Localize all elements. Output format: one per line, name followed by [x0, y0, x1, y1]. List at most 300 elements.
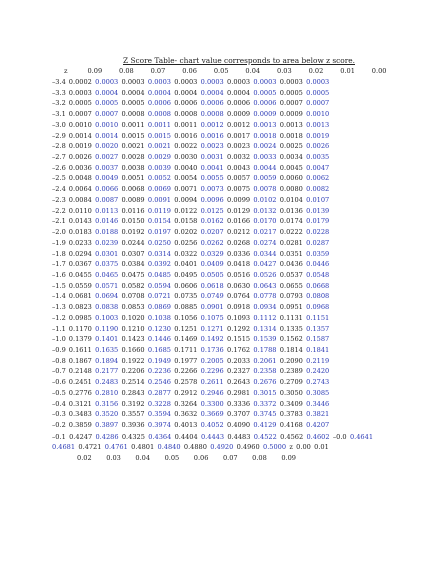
table-row: [52, 259, 412, 270]
row-z-value: –0.8: [52, 356, 66, 365]
table-cell: 0.0094: [174, 195, 198, 204]
table-cell: 0.0104: [279, 195, 303, 204]
table-cell: 0.1357: [306, 324, 330, 333]
table-cell: 0.4761: [104, 443, 128, 452]
table-row: [52, 206, 412, 217]
table-cell: 0.1814: [279, 345, 303, 354]
table-cell: 0.0107: [306, 195, 330, 204]
table-cell: 0.0026: [68, 153, 92, 162]
table-cell: 0.1841: [306, 345, 330, 354]
table-cell: 0.0051: [121, 174, 145, 183]
table-row: [52, 131, 412, 142]
table-cell: 0.0033: [253, 153, 277, 162]
table-cell: 0.4052: [200, 421, 224, 429]
table-row: [52, 141, 412, 152]
table-cell: 0.0096: [200, 195, 224, 204]
row-z-value: –1.6: [52, 270, 66, 279]
table-cell: 0.1587: [306, 335, 330, 344]
table-cell: 0.0004: [200, 88, 224, 97]
table-cell: 0.0838: [95, 303, 119, 312]
table-row: [52, 227, 412, 238]
table-cell: 0.4090: [227, 421, 251, 429]
table-cell: 0.0013: [306, 120, 330, 129]
table-cell: 0.1251: [174, 324, 198, 333]
table-cell: 0.0006: [200, 99, 224, 108]
table-cell: 0.0049: [95, 174, 119, 183]
table-cell: 0.0014: [68, 131, 92, 140]
table-cell: 0.4129: [253, 421, 277, 429]
table-cell: 0.3707: [227, 410, 251, 419]
table-cell: 0.0004: [174, 88, 198, 97]
row-z-value: –1.9: [52, 238, 66, 247]
row-z-value: –2.9: [52, 131, 66, 140]
table-cell: 0.2981: [227, 388, 251, 397]
row-z-value: –2.1: [52, 217, 66, 226]
table-cell: 0.0008: [174, 110, 198, 119]
table-cell: 0.0250: [147, 238, 171, 247]
table-cell: 0.2483: [95, 378, 119, 387]
table-cell: 0.0427: [253, 260, 277, 269]
table-cell: 0.0023: [227, 142, 251, 151]
table-cell: 0.0014: [95, 131, 119, 140]
table-cell: 0.4325: [121, 432, 145, 441]
table-cell: 0.0869: [147, 303, 171, 312]
table-cell: 0.0003: [95, 78, 119, 86]
table-cell: 0.0808: [306, 292, 330, 301]
table-cell: 0.0122: [174, 206, 198, 215]
table-cell: 0.1711: [174, 345, 198, 354]
table-cell: 0.0018: [279, 131, 303, 140]
table-cell: 0.0559: [68, 281, 92, 290]
wrapped-row-line-2: [52, 442, 412, 452]
table-cell: 0.4286: [95, 432, 119, 441]
table-cell: 0.0256: [174, 238, 198, 247]
table-cell: 0.0005: [253, 88, 277, 97]
table-cell: 0.0793: [279, 292, 303, 301]
column-header-value: 0.09: [87, 67, 103, 75]
table-cell: 0.0735: [174, 292, 198, 301]
table-cell: 0.0436: [279, 260, 303, 269]
table-cell: 0.0202: [174, 228, 198, 237]
table-cell: 0.0039: [147, 163, 171, 172]
table-cell: 0.1335: [279, 324, 303, 333]
table-cell: 0.2643: [227, 378, 251, 387]
table-cell: 0.0054: [174, 174, 198, 183]
table-cell: 0.0217: [253, 228, 277, 237]
table-cell: 0.2119: [306, 356, 330, 365]
table-cell: 0.3264: [174, 399, 198, 408]
table-row: [52, 120, 412, 131]
table-cell: 0.3974: [147, 421, 171, 429]
row-z-value: –3.0: [52, 120, 66, 129]
table-cell: 0.1736: [200, 345, 224, 354]
table-cell: 0.0901: [200, 303, 224, 312]
table-cell: 0.1271: [200, 324, 224, 333]
table-cell: 0.08: [252, 453, 267, 462]
table-cell: 0.2177: [95, 367, 119, 376]
table-cell: 0.2810: [95, 388, 119, 397]
table-cell: 0.3897: [95, 421, 119, 429]
table-cell: 0.0005: [279, 88, 303, 97]
table-cell: 0.3483: [68, 410, 92, 419]
table-cell: 0.1423: [121, 335, 145, 344]
table-cell: 0.4880: [183, 443, 207, 452]
table-cell: 0.1515: [227, 335, 251, 344]
table-row: [52, 313, 412, 324]
table-cell: 0.0027: [95, 153, 119, 162]
table-cell: 0.0166: [227, 217, 251, 226]
table-cell: 0.0212: [227, 228, 251, 237]
table-cell: 0.0007: [279, 99, 303, 108]
table-cell: 0.0329: [200, 249, 224, 258]
row-z-value: –3.2: [52, 99, 66, 108]
table-cell: 0.3050: [279, 388, 303, 397]
table-row: [52, 238, 412, 249]
table-cell: 0.0015: [121, 131, 145, 140]
table-cell: 0.3745: [253, 410, 277, 419]
column-header-value: 0.00: [371, 67, 387, 75]
table-cell: 0.1379: [68, 335, 92, 344]
column-header-value: 0.01: [340, 67, 355, 75]
wrapped-row-line-1: [52, 432, 412, 442]
table-cell: 0.3936: [121, 421, 145, 429]
table-cell: 0.2514: [121, 378, 145, 387]
table-row: [52, 152, 412, 163]
table-cell: 0.0091: [147, 195, 171, 204]
table-cell: 0.0003: [121, 78, 145, 86]
table-cell: 0.1977: [174, 356, 198, 365]
table-cell: 0.0132: [253, 206, 277, 215]
table-cell: 0.0024: [253, 142, 277, 151]
table-cell: 0.0030: [174, 153, 198, 162]
table-cell: 0.0681: [68, 292, 92, 301]
table-cell: 0.3520: [95, 410, 119, 419]
table-cell: 0.2061: [253, 356, 277, 365]
table-cell: 0.0516: [227, 270, 251, 279]
table-cell: 0.0110: [68, 206, 92, 215]
row-z-value: –1.7: [52, 260, 66, 269]
table-cell: 0.0010: [95, 120, 119, 129]
table-cell: 0.2148: [68, 367, 92, 376]
table-cell: 0.01: [314, 443, 329, 452]
table-cell: 0.0951: [279, 303, 303, 312]
table-cell: 0.0630: [227, 281, 251, 290]
table-cell: 0.0060: [279, 174, 303, 183]
table-cell: 0.0016: [174, 131, 198, 140]
table-cell: 0.0179: [306, 217, 330, 226]
table-cell: 0.2611: [200, 378, 224, 387]
z-table-body: [52, 77, 412, 431]
table-cell: 0.4602: [306, 432, 330, 441]
table-cell: 0.0015: [147, 131, 171, 140]
table-cell: 0.1056: [174, 313, 198, 322]
table-cell: 0.3300: [200, 399, 224, 408]
table-cell: 0.1401: [95, 335, 119, 344]
table-cell: 0.0028: [121, 153, 145, 162]
table-cell: 0.0409: [200, 260, 224, 269]
table-cell: 0.4641: [349, 432, 374, 441]
column-header-value: 0.06: [182, 67, 197, 75]
row-z-value: –2.3: [52, 195, 66, 204]
table-cell: 0.0006: [147, 99, 171, 108]
table-cell: 0.3632: [174, 410, 198, 419]
table-row: [52, 409, 412, 420]
table-cell: 0.0655: [279, 281, 303, 290]
table-cell: 0.1611: [68, 345, 92, 354]
row-z-value: –2.2: [52, 206, 66, 215]
table-cell: 0.0274: [253, 238, 277, 247]
table-cell: 0.0003: [306, 78, 330, 86]
table-cell: 0.0016: [200, 131, 224, 140]
table-cell: 0.2912: [174, 388, 198, 397]
table-cell: 0.0009: [253, 110, 277, 119]
table-cell: 0.0022: [174, 142, 198, 151]
table-cell: 0.4364: [148, 432, 172, 441]
table-cell: 0.1685: [147, 345, 171, 354]
table-cell: 0.0314: [147, 249, 171, 258]
table-cell: 0.0059: [253, 174, 277, 183]
table-cell: 0.0012: [200, 120, 224, 129]
table-cell: 0.0008: [200, 110, 224, 119]
table-cell: 0.4801: [131, 443, 155, 452]
table-cell: 0.0384: [121, 260, 145, 269]
table-cell: 0.2709: [279, 378, 303, 387]
row-z-value: –1.1: [52, 324, 66, 333]
table-cell: 0.0003: [227, 78, 251, 86]
row-z-value: –1.0: [52, 335, 66, 344]
table-cell: 0.0013: [253, 120, 277, 129]
table-row: [52, 88, 412, 99]
table-cell: 0.2206: [121, 367, 145, 376]
table-cell: 0.0934: [253, 303, 277, 312]
row-z-value: –0.7: [52, 367, 66, 376]
column-header-value: 0.08: [119, 67, 134, 75]
z-score-document: [52, 55, 412, 463]
table-cell: 0.0823: [68, 303, 92, 312]
table-cell: 0.0037: [95, 163, 119, 172]
table-cell: 0.2420: [306, 367, 330, 376]
table-cell: 0.0475: [121, 270, 145, 279]
table-cell: 0.1446: [147, 335, 171, 344]
table-cell: 0.0244: [121, 238, 145, 247]
table-cell: 0.4562: [280, 432, 304, 441]
table-cell: 0.0548: [306, 270, 330, 279]
table-row: [52, 291, 412, 302]
table-cell: 0.1788: [253, 345, 277, 354]
table-row: [52, 98, 412, 109]
table-cell: 0.0068: [121, 185, 145, 194]
table-cell: 0.0008: [147, 110, 171, 119]
table-cell: 0.0749: [200, 292, 224, 301]
table-cell: 0.0062: [306, 174, 330, 183]
table-cell: 0.2843: [121, 388, 145, 397]
table-cell: 0.1949: [147, 356, 171, 365]
table-row: [52, 356, 412, 367]
table-cell: 0.0045: [279, 163, 303, 172]
table-cell: 0.0375: [95, 260, 119, 269]
table-row: [52, 302, 412, 313]
table-cell: 0.1867: [68, 356, 92, 365]
table-cell: 0.0571: [95, 281, 119, 290]
table-cell: 0.1003: [95, 313, 119, 322]
table-cell: 0.0228: [306, 228, 330, 237]
table-cell: 0.0069: [147, 185, 171, 194]
table-cell: 0.0003: [174, 78, 198, 86]
table-cell: 0.4960: [236, 443, 260, 452]
row-z-value: –2.7: [52, 153, 66, 162]
table-row: [52, 173, 412, 184]
row-z-value: –2.5: [52, 174, 66, 183]
table-cell: 0.2877: [147, 388, 171, 397]
table-cell: 0.0136: [279, 206, 303, 215]
table-cell: 0.0003: [68, 88, 92, 97]
table-cell: 0.0465: [95, 270, 119, 279]
table-cell: 0.0044: [253, 163, 277, 172]
table-cell: 0.2296: [200, 367, 224, 376]
table-cell: 0.04: [135, 453, 151, 462]
table-cell: 0.1635: [95, 345, 119, 354]
table-cell: 0.3783: [279, 410, 303, 419]
table-cell: 0.3015: [253, 388, 277, 397]
table-cell: 0.0392: [147, 260, 171, 269]
table-row: [52, 420, 412, 431]
table-cell: 0.0029: [147, 153, 171, 162]
row-z-value: –1.5: [52, 281, 66, 290]
table-cell: 0.1190: [95, 324, 119, 333]
table-cell: 0.2005: [200, 356, 224, 365]
column-header-row: [52, 66, 412, 76]
table-cell: 0.0495: [174, 270, 198, 279]
table-cell: 0.0708: [121, 292, 145, 301]
table-cell: 0.0023: [200, 142, 224, 151]
row-z-value: –3.3: [52, 88, 66, 97]
table-cell: 0.0003: [253, 78, 277, 86]
column-header-value: 0.07: [150, 67, 166, 75]
row-z-value: –1.4: [52, 292, 66, 301]
table-cell: 0.0011: [174, 120, 198, 129]
table-cell: 0.0047: [306, 163, 330, 172]
table-cell: 0.0075: [227, 185, 251, 194]
table-cell: 0.0301: [95, 249, 119, 258]
row-z-value: –2.0: [52, 228, 66, 237]
table-cell: 0.1492: [200, 335, 224, 344]
table-cell: 0.0004: [121, 88, 145, 97]
table-cell: 0.0006: [227, 99, 251, 108]
row-z-value: –0.4: [52, 399, 66, 408]
table-cell: 0.0019: [306, 131, 330, 140]
table-cell: 0.0034: [279, 153, 303, 162]
table-cell: 0.0019: [68, 142, 92, 151]
table-cell: 0.0017: [227, 131, 251, 140]
table-cell: 0.0192: [121, 228, 145, 237]
table-cell: 0.06: [193, 453, 209, 462]
table-cell: 0.1075: [200, 313, 224, 322]
row-z-value: –0.3: [52, 410, 66, 419]
table-cell: 0.0146: [95, 217, 119, 226]
table-row: [52, 195, 412, 206]
column-header-z: z: [64, 67, 68, 75]
table-cell: 0.0485: [147, 270, 171, 279]
table-cell: 0.0003: [147, 78, 171, 86]
row-z-value: –0.2: [52, 421, 66, 429]
column-header-value: 0.05: [213, 67, 229, 75]
table-cell: 0.0968: [306, 303, 330, 312]
table-cell: 0.3409: [279, 399, 303, 408]
table-cell: 0.03: [106, 453, 121, 462]
table-cell: 0.2946: [200, 388, 224, 397]
table-cell: 0.0183: [68, 228, 92, 237]
table-cell: 0.2389: [279, 367, 303, 376]
table-cell: 0.0080: [279, 185, 303, 194]
table-cell: 0.0197: [147, 228, 171, 237]
table-cell: 0.0359: [306, 249, 330, 258]
table-cell: 0.1539: [253, 335, 277, 344]
table-cell: 0.0102: [253, 195, 277, 204]
table-cell: 0.1660: [121, 345, 145, 354]
table-cell: 0.1038: [147, 313, 171, 322]
row-z-value: –3.4: [52, 78, 66, 86]
table-cell: 0.0018: [253, 131, 277, 140]
table-cell: 0.0721: [147, 292, 171, 301]
table-cell: 0.0526: [253, 270, 277, 279]
table-cell: 0.0582: [121, 281, 145, 290]
table-cell: 0.0048: [68, 174, 92, 183]
table-cell: 0.2451: [68, 378, 92, 387]
table-cell: 0.0446: [306, 260, 330, 269]
table-cell: 0.0367: [68, 260, 92, 269]
table-cell: 0.1922: [121, 356, 145, 365]
table-cell: 0.0004: [147, 88, 171, 97]
table-row: [52, 281, 412, 292]
table-row: [52, 334, 412, 345]
table-cell: 0.0918: [227, 303, 251, 312]
table-cell: 0.1020: [121, 313, 145, 322]
table-cell: 0.0010: [68, 120, 92, 129]
table-cell: 0.0125: [200, 206, 224, 215]
column-header-value: 0.04: [245, 67, 261, 75]
table-row: [52, 366, 412, 377]
table-cell: 0.0035: [306, 153, 330, 162]
table-cell: 0.0344: [253, 249, 277, 258]
table-cell: 0.1170: [68, 324, 92, 333]
table-row: [52, 388, 412, 399]
table-cell: 0.0011: [121, 120, 145, 129]
table-cell: 0.0052: [147, 174, 171, 183]
table-cell: 0.0032: [227, 153, 251, 162]
table-cell: 0.3557: [121, 410, 145, 419]
table-cell: 0.0537: [279, 270, 303, 279]
table-cell: 0.0985: [68, 313, 92, 322]
table-cell: 0.0020: [95, 142, 119, 151]
table-cell: 0.0005: [95, 99, 119, 108]
table-cell: 0.0322: [174, 249, 198, 258]
table-cell: 0.0239: [95, 238, 119, 247]
row-z-value: –3.1: [52, 110, 66, 119]
table-cell: 0.4522: [253, 432, 277, 441]
table-cell: 0.0455: [68, 270, 92, 279]
page-title: Z Score Table- chart value corresponds to area below z score.: [123, 56, 355, 65]
table-cell: 0.0021: [121, 142, 145, 151]
table-cell: 0.0170: [253, 217, 277, 226]
table-cell: 0.0307: [121, 249, 145, 258]
table-cell: 0.3859: [68, 421, 92, 429]
table-cell: 0.0233: [68, 238, 92, 247]
table-cell: 0.0013: [279, 120, 303, 129]
table-cell: 0.1762: [227, 345, 251, 354]
table-cell: 0.3372: [253, 399, 277, 408]
row-z-value: –2.4: [52, 185, 66, 194]
table-cell: 0.0294: [68, 249, 92, 258]
